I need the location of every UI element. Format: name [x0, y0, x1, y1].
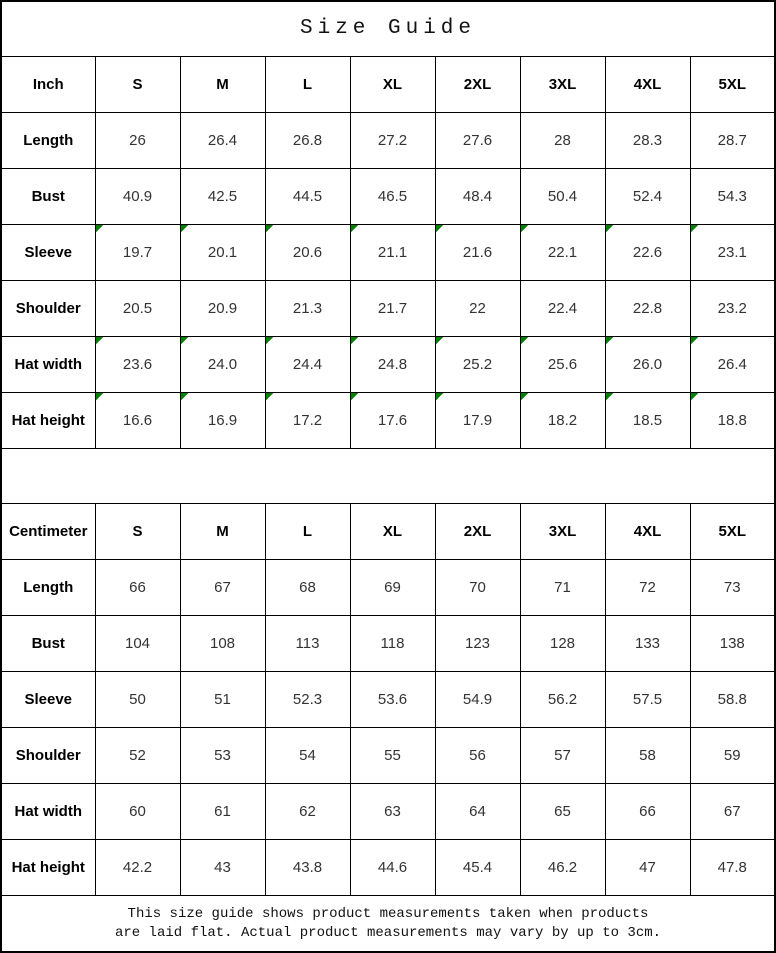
- data-cell: [605, 224, 690, 280]
- data-cell-value: 16.6: [122, 411, 153, 429]
- data-cell-value: 66: [129, 578, 146, 596]
- data-cell-value: 138: [719, 635, 745, 653]
- data-cell: [520, 672, 605, 728]
- data-cell-value: 26.4: [717, 355, 747, 373]
- data-cell-value: 24.8: [377, 355, 408, 373]
- data-cell: [95, 728, 180, 784]
- size-header-row: [1, 503, 775, 559]
- data-cell: [95, 559, 180, 615]
- error-flag-icon: [606, 337, 614, 345]
- size-header-row: [1, 56, 775, 112]
- size-header-cell: S: [95, 56, 180, 112]
- data-cell: [95, 168, 180, 224]
- size-header-cell: L: [265, 503, 350, 559]
- data-cell: [520, 559, 605, 615]
- table-row: [1, 392, 775, 448]
- data-cell-value: 66: [639, 803, 656, 821]
- data-cell: [690, 616, 775, 672]
- data-cell: [605, 559, 690, 615]
- data-cell-value: 48.4: [462, 187, 493, 205]
- data-cell: [95, 224, 180, 280]
- data-cell: [435, 784, 520, 840]
- row-label: Shoulder: [1, 728, 95, 784]
- data-cell: [95, 280, 180, 336]
- data-cell: [350, 224, 435, 280]
- data-cell: [95, 616, 180, 672]
- data-cell: [350, 392, 435, 448]
- page-title: Size Guide: [1, 1, 775, 56]
- table-row: [1, 672, 775, 728]
- size-header-cell: 2XL: [435, 56, 520, 112]
- data-cell-value: 58: [639, 747, 656, 765]
- data-cell: [265, 672, 350, 728]
- data-cell-value: 56.2: [547, 691, 578, 709]
- data-cell-value: 57: [554, 747, 571, 765]
- size-header-cell: 4XL: [605, 56, 690, 112]
- data-cell: [435, 224, 520, 280]
- row-label: Hat width: [1, 336, 95, 392]
- data-cell-value: 60: [129, 803, 146, 821]
- data-cell: [265, 784, 350, 840]
- data-cell-value: 64: [469, 803, 486, 821]
- data-cell: [265, 224, 350, 280]
- data-cell-value: 43.8: [292, 859, 323, 877]
- data-cell: [95, 784, 180, 840]
- error-flag-icon: [96, 393, 104, 401]
- data-cell-value: 26.4: [207, 131, 238, 149]
- data-cell: [690, 559, 775, 615]
- size-header-cell: 2XL: [435, 503, 520, 559]
- data-cell-value: 73: [723, 578, 741, 596]
- row-label: Length: [1, 559, 95, 615]
- data-cell-value: 21.3: [292, 299, 323, 317]
- data-cell: [265, 392, 350, 448]
- data-cell-value: 28.3: [632, 131, 663, 149]
- table-row: [1, 280, 775, 336]
- data-cell-value: 18.5: [632, 411, 663, 429]
- footer-note: [1, 896, 775, 952]
- data-cell-value: 118: [380, 635, 405, 653]
- error-flag-icon: [96, 337, 104, 345]
- table-row: [1, 840, 775, 896]
- data-cell-value: 56: [469, 747, 486, 765]
- data-cell: [265, 559, 350, 615]
- data-cell-value: 22.6: [632, 243, 663, 261]
- data-cell-value: 27.6: [462, 131, 493, 149]
- data-cell-value: 18.2: [547, 411, 578, 429]
- data-cell: [520, 784, 605, 840]
- data-cell-value: 53: [214, 747, 231, 765]
- data-cell: [690, 224, 775, 280]
- data-cell: [690, 280, 775, 336]
- data-cell-value: 128: [549, 635, 576, 653]
- data-cell-value: 113: [295, 635, 320, 653]
- error-flag-icon: [181, 393, 189, 401]
- data-cell-value: 67: [214, 578, 231, 596]
- data-cell: [520, 336, 605, 392]
- data-cell-value: 123: [464, 635, 491, 653]
- data-cell-value: 52.4: [632, 187, 663, 205]
- table-row: [1, 224, 775, 280]
- size-header-cell: XL: [350, 503, 435, 559]
- footer-note-line: This size guide shows product measurements taken when products: [127, 905, 649, 922]
- data-cell-value: 46.2: [547, 859, 578, 877]
- data-cell-value: 28.7: [717, 131, 747, 149]
- data-cell: [605, 784, 690, 840]
- data-cell: [605, 616, 690, 672]
- data-cell: [520, 840, 605, 896]
- data-cell: [605, 672, 690, 728]
- data-cell: [350, 168, 435, 224]
- data-cell-value: 42.5: [207, 187, 238, 205]
- table-row: [1, 728, 775, 784]
- row-label: Hat width: [1, 784, 95, 840]
- error-flag-icon: [606, 393, 614, 401]
- data-cell-value: 67: [723, 803, 741, 821]
- data-cell: [180, 672, 265, 728]
- row-label: Hat height: [1, 392, 95, 448]
- data-cell: [435, 112, 520, 168]
- data-cell-value: 71: [554, 578, 571, 596]
- data-cell: [520, 728, 605, 784]
- data-cell-value: 53.6: [377, 691, 408, 709]
- data-cell-value: 21.6: [462, 243, 493, 261]
- data-cell-value: 24.0: [207, 355, 238, 373]
- data-cell: [265, 168, 350, 224]
- error-flag-icon: [266, 225, 274, 233]
- data-cell-value: 23.6: [122, 355, 153, 373]
- data-cell: [605, 168, 690, 224]
- data-cell: [350, 112, 435, 168]
- data-cell-value: 20.1: [207, 243, 238, 261]
- row-label: Hat height: [1, 840, 95, 896]
- unit-header-cell: Inch: [1, 56, 95, 112]
- data-cell: [690, 728, 775, 784]
- size-header-cell: S: [95, 503, 180, 559]
- data-cell-value: 19.7: [122, 243, 153, 261]
- data-cell-value: 54: [299, 747, 316, 765]
- data-cell-value: 57.5: [632, 691, 663, 709]
- table-row: [1, 336, 775, 392]
- table-row: [1, 616, 775, 672]
- data-cell-value: 22.4: [547, 299, 578, 317]
- error-flag-icon: [691, 393, 699, 401]
- data-cell: [265, 336, 350, 392]
- data-cell: [435, 840, 520, 896]
- data-cell-value: 22.8: [632, 299, 663, 317]
- error-flag-icon: [436, 393, 444, 401]
- data-cell-value: 61: [214, 803, 231, 821]
- data-cell: [690, 672, 775, 728]
- data-cell: [350, 336, 435, 392]
- data-cell: [265, 616, 350, 672]
- data-cell: [435, 168, 520, 224]
- data-cell: [690, 392, 775, 448]
- data-cell-value: 104: [124, 635, 151, 653]
- data-cell-value: 72: [639, 578, 656, 596]
- data-cell-value: 63: [384, 803, 401, 821]
- data-cell-value: 26.8: [292, 131, 323, 149]
- data-cell: [265, 728, 350, 784]
- data-cell-value: 25.6: [547, 355, 578, 373]
- data-cell-value: 28: [554, 131, 571, 149]
- row-label: Bust: [1, 168, 95, 224]
- data-cell: [605, 112, 690, 168]
- data-cell-value: 70: [469, 578, 486, 596]
- data-cell-value: 42.2: [122, 859, 153, 877]
- data-cell-value: 50.4: [547, 187, 578, 205]
- data-cell: [435, 672, 520, 728]
- data-cell: [520, 224, 605, 280]
- data-cell: [180, 784, 265, 840]
- data-cell-value: 20.5: [122, 299, 153, 317]
- data-cell: [350, 616, 435, 672]
- data-cell-value: 25.2: [462, 355, 493, 373]
- data-cell: [95, 112, 180, 168]
- data-cell: [95, 672, 180, 728]
- data-cell-value: 24.4: [292, 355, 323, 373]
- data-cell-value: 52: [129, 747, 146, 765]
- table-row: [1, 559, 775, 615]
- data-cell: [435, 728, 520, 784]
- data-cell: [180, 224, 265, 280]
- data-cell: [180, 168, 265, 224]
- error-flag-icon: [691, 337, 699, 345]
- data-cell-value: 55: [384, 747, 401, 765]
- size-header-cell: 3XL: [520, 503, 605, 559]
- error-flag-icon: [181, 337, 189, 345]
- row-label: Sleeve: [1, 672, 95, 728]
- size-header-cell: L: [265, 56, 350, 112]
- data-cell: [180, 616, 265, 672]
- data-cell: [605, 280, 690, 336]
- data-cell: [95, 336, 180, 392]
- data-cell: [180, 392, 265, 448]
- data-cell-value: 65: [554, 803, 571, 821]
- data-cell: [265, 280, 350, 336]
- error-flag-icon: [266, 337, 274, 345]
- data-cell: [690, 112, 775, 168]
- data-cell-value: 47.8: [717, 859, 747, 877]
- data-cell: [180, 840, 265, 896]
- data-cell-value: 54.3: [717, 187, 747, 205]
- error-flag-icon: [266, 393, 274, 401]
- row-label: Bust: [1, 616, 95, 672]
- data-cell-value: 45.4: [462, 859, 493, 877]
- data-cell-value: 52.3: [292, 691, 323, 709]
- data-cell: [605, 392, 690, 448]
- data-cell: [180, 280, 265, 336]
- data-cell-value: 21.1: [377, 243, 408, 261]
- data-cell-value: 16.9: [207, 411, 238, 429]
- row-label: Shoulder: [1, 280, 95, 336]
- title-row: [1, 1, 775, 56]
- data-cell-value: 108: [209, 635, 236, 653]
- data-cell-value: 23.2: [717, 299, 747, 317]
- data-cell-value: 133: [634, 635, 661, 653]
- data-cell-value: 47: [639, 859, 656, 877]
- size-header-cell: 5XL: [690, 56, 775, 112]
- data-cell-value: 20.6: [292, 243, 323, 261]
- error-flag-icon: [521, 337, 529, 345]
- data-cell: [690, 784, 775, 840]
- data-cell: [520, 168, 605, 224]
- data-cell: [605, 336, 690, 392]
- data-cell-value: 20.9: [207, 299, 238, 317]
- data-cell: [605, 840, 690, 896]
- data-cell: [180, 728, 265, 784]
- unit-header-cell: Centimeter: [1, 503, 95, 559]
- data-cell-value: 22: [469, 299, 486, 317]
- data-cell: [350, 559, 435, 615]
- table-spacer-row: [1, 448, 775, 503]
- size-header-cell: 3XL: [520, 56, 605, 112]
- footer-row: [1, 896, 775, 952]
- footer-note-line: are laid flat. Actual product measurements may vary by up to 3cm.: [114, 924, 662, 941]
- data-cell: [435, 280, 520, 336]
- data-cell-value: 22.1: [547, 243, 578, 261]
- error-flag-icon: [181, 225, 189, 233]
- data-cell-value: 59: [723, 747, 741, 765]
- data-cell-value: 54.9: [462, 691, 493, 709]
- data-cell: [520, 280, 605, 336]
- size-header-cell: 4XL: [605, 503, 690, 559]
- data-cell-value: 43: [214, 859, 231, 877]
- size-header-cell: M: [180, 56, 265, 112]
- data-cell-value: 26: [129, 131, 146, 149]
- row-label: Sleeve: [1, 224, 95, 280]
- size-header-cell: M: [180, 503, 265, 559]
- data-cell: [95, 840, 180, 896]
- table-spacer: [1, 448, 775, 503]
- data-cell-value: 46.5: [377, 187, 408, 205]
- data-cell-value: 17.9: [462, 411, 493, 429]
- table-row: [1, 112, 775, 168]
- data-cell: [350, 280, 435, 336]
- data-cell: [350, 840, 435, 896]
- data-cell-value: 68: [299, 578, 316, 596]
- error-flag-icon: [96, 225, 104, 233]
- data-cell-value: 17.2: [292, 411, 323, 429]
- error-flag-icon: [436, 337, 444, 345]
- error-flag-icon: [606, 225, 614, 233]
- table-row: [1, 168, 775, 224]
- data-cell: [435, 336, 520, 392]
- data-cell: [520, 616, 605, 672]
- data-cell: [690, 336, 775, 392]
- data-cell-value: 27.2: [377, 131, 408, 149]
- data-cell: [180, 559, 265, 615]
- data-cell: [180, 112, 265, 168]
- error-flag-icon: [351, 225, 359, 233]
- data-cell-value: 40.9: [122, 187, 153, 205]
- size-header-cell: XL: [350, 56, 435, 112]
- table-row: [1, 784, 775, 840]
- data-cell-value: 26.0: [632, 355, 663, 373]
- data-cell: [690, 168, 775, 224]
- data-cell: [350, 672, 435, 728]
- data-cell: [520, 112, 605, 168]
- data-cell-value: 44.5: [292, 187, 323, 205]
- size-header-cell: 5XL: [690, 503, 775, 559]
- data-cell-value: 69: [384, 578, 401, 596]
- data-cell: [180, 336, 265, 392]
- error-flag-icon: [351, 393, 359, 401]
- data-cell-value: 58.8: [717, 691, 747, 709]
- data-cell-value: 18.8: [717, 411, 747, 429]
- data-cell: [435, 392, 520, 448]
- data-cell: [435, 559, 520, 615]
- data-cell: [605, 728, 690, 784]
- error-flag-icon: [521, 225, 529, 233]
- data-cell: [265, 840, 350, 896]
- data-cell-value: 21.7: [377, 299, 408, 317]
- data-cell-value: 50: [129, 691, 146, 709]
- data-cell: [95, 392, 180, 448]
- data-cell: [435, 616, 520, 672]
- data-cell-value: 51: [214, 691, 231, 709]
- error-flag-icon: [521, 393, 529, 401]
- error-flag-icon: [351, 337, 359, 345]
- data-cell: [520, 392, 605, 448]
- data-cell: [350, 784, 435, 840]
- size-guide-body: [1, 1, 775, 952]
- error-flag-icon: [436, 225, 444, 233]
- data-cell-value: 62: [299, 803, 316, 821]
- error-flag-icon: [691, 225, 699, 233]
- data-cell: [265, 112, 350, 168]
- data-cell: [350, 728, 435, 784]
- data-cell: [690, 840, 775, 896]
- data-cell-value: 17.6: [377, 411, 408, 429]
- data-cell-value: 23.1: [717, 243, 747, 261]
- row-label: Length: [1, 112, 95, 168]
- data-cell-value: 44.6: [377, 859, 408, 877]
